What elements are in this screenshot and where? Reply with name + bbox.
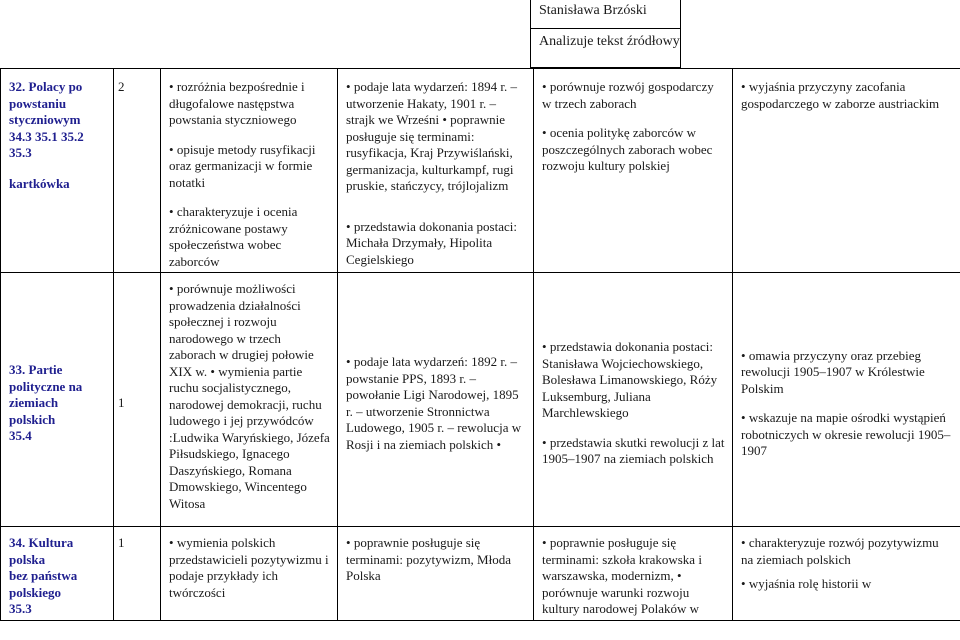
requirement-cell [161, 273, 338, 527]
requirement-text: podaje lata wydarzeń: 1894 r. – utworzenie Hakaty, 1901 r. – strajk we Wrześni • poprawnie posługuje się terminami: rusyfikacja, Kraj Przywiślański, germanizacja, kulturkampf, rugi pruskie, stańczycy, trójlojalizm [346, 79, 517, 193]
bullet-icon: • [741, 79, 746, 94]
topic-line: 35.4 [9, 428, 32, 444]
topic-line: 35.3 [9, 601, 32, 616]
topic-line: polskiego [9, 584, 62, 600]
hours-value: 2 [118, 79, 125, 94]
requirement-item [169, 142, 331, 192]
bullet-icon: • [169, 281, 174, 296]
bullet-icon: • [346, 79, 351, 94]
table-row [1, 69, 960, 273]
requirement-text: ocenia politykę zaborców w poszczególnych zaborach wobec rozwoju kultury polskiej [542, 125, 713, 173]
requirement-item [346, 354, 527, 453]
requirement-cell [733, 527, 960, 621]
requirement-item [542, 339, 726, 422]
topic-note: kartkówka [9, 175, 70, 191]
requirement-cell [534, 527, 733, 621]
topic-line: powstaniu [9, 95, 67, 111]
requirement-cell [338, 527, 534, 621]
requirement-text: poprawnie posługuje się terminami: pozytywizm, Młoda Polska [346, 535, 511, 583]
topic-line: polityczne na [9, 378, 83, 394]
requirement-text: przedstawia dokonania postaci: Stanisława Wojciechowskiego, Bolesława Limanowskiego, Róży Luksemburg, Juliana Marchlewskiego [542, 339, 718, 421]
requirement-text: charakteryzuje rozwój pozytywizmu na ziemiach polskich [741, 535, 939, 567]
topic-line: ziemiach polskich [9, 395, 59, 427]
requirement-cell [338, 273, 534, 527]
bullet-icon: • [542, 79, 547, 94]
requirement-text: poprawnie posługuje się terminami: szkoła krakowska i warszawska, modernizm, • porównuje warunki rozwoju kultury narodowej Polaków w [542, 535, 702, 616]
requirement-text: wyjaśnia rolę historii w [748, 576, 872, 591]
table-row [1, 527, 960, 621]
hours-value: 1 [118, 395, 125, 411]
header-author-cell [530, 0, 681, 29]
bullet-icon: • [741, 410, 746, 425]
requirement-text: podaje lata wydarzeń: 1892 r. – powstanie PPS, 1893 r. – powołanie Ligi Narodowej, 1895 r. – utworzenie Stronnictwa Ludowego, 1905 r. – rewolucja w Rosji i na ziemiach polskich • [346, 354, 522, 452]
requirement-item [542, 125, 726, 175]
bullet-icon: • [169, 141, 174, 157]
requirement-cell [534, 273, 733, 527]
topic-line: bez państwa [9, 568, 78, 583]
requirement-item [741, 535, 954, 568]
requirement-cell [161, 69, 338, 273]
bullet-icon: • [741, 347, 746, 363]
requirement-cell [534, 69, 733, 273]
topic-line: styczniowym [9, 112, 81, 127]
requirement-text: charakteryzuje i ocenia zróżnicowane postawy społeczeństwa wobec zaborców [169, 204, 298, 269]
requirement-item [741, 576, 954, 593]
requirement-item [542, 435, 726, 468]
bullet-icon: • [169, 535, 174, 550]
topic-line: 34. Kultura polska [9, 535, 74, 567]
header-subtitle-cell [530, 29, 681, 68]
requirement-item [169, 204, 331, 270]
topic-cell [1, 527, 114, 621]
table-row [1, 273, 960, 527]
requirement-cell [338, 69, 534, 273]
topic-cell [1, 273, 114, 527]
topic-line: 33. Partie [9, 362, 63, 378]
requirement-text: wskazuje na mapie ośrodki wystąpień robotniczych w okresie rewolucji 1905–1907 [741, 410, 951, 458]
requirement-text: opisuje metody rusyfikacji oraz germanizacji w formie notatki [169, 141, 316, 190]
requirement-item [542, 79, 726, 112]
requirement-cell [161, 527, 338, 621]
requirement-cell [733, 273, 960, 527]
requirement-text: przedstawia skutki rewolucji z lat 1905–1907 na ziemiach polskich [542, 434, 725, 467]
topic-line: 32. Polacy po [9, 79, 83, 94]
bullet-icon: • [169, 79, 174, 94]
hours-cell [114, 527, 161, 621]
requirement-item [169, 79, 331, 129]
bullet-icon: • [542, 434, 547, 450]
requirement-text: porównuje rozwój gospodarczy w trzech zaborach [542, 79, 714, 111]
bullet-icon: • [346, 354, 351, 369]
requirement-item [169, 281, 331, 512]
requirement-item [169, 535, 331, 601]
bullet-icon: • [741, 535, 746, 550]
requirement-text: porównuje możliwości prowadzenia działalności społecznej i rozwoju narodowego w trzech zaborach w drugiej połowie XIX w. • wymienia partie ruchu socjalistycznego, narodowej demokracji, ruchu ludowego i jej przywódców :Ludwika Waryńskiego, Józefa Piłsudskiego, Ignacego Daszyńskiego, Romana Dmowskiego, Wincentego Witosa [169, 281, 330, 511]
requirement-item [741, 79, 954, 112]
requirement-item [346, 79, 527, 195]
hours-value: 1 [118, 535, 125, 550]
topic-line: 34.3 35.1 35.2 35.3 [9, 128, 84, 160]
requirement-item [741, 410, 954, 460]
requirement-item [346, 219, 527, 269]
curriculum-table [0, 68, 960, 621]
requirement-text: wymienia polskich przedstawicieli pozytywizmu i podaje przykłady ich twórczości [169, 535, 329, 600]
requirement-item [542, 535, 726, 618]
topic-cell [1, 69, 114, 273]
bullet-icon: • [346, 535, 351, 550]
requirement-item [346, 535, 527, 585]
bullet-icon: • [542, 339, 547, 355]
bullet-icon: • [741, 576, 746, 591]
bullet-icon: • [542, 125, 547, 140]
bullet-icon: • [346, 218, 351, 234]
requirement-text: wyjaśnia przyczyny zacofania gospodarczego w zaborze austriackim [741, 79, 940, 111]
requirement-cell [733, 69, 960, 273]
requirement-text: omawia przyczyny oraz przebieg rewolucji 1905–1907 w Królestwie Polskim [741, 347, 925, 396]
requirement-text: przedstawia dokonania postaci: Michała Drzymały, Hipolita Cegielskiego [346, 218, 517, 267]
bullet-icon: • [542, 535, 547, 550]
header-author: Stanisława Brzóski [539, 3, 647, 18]
header-subtitle: Analizuje tekst źródłowy [539, 34, 680, 49]
bullet-icon: • [169, 204, 174, 219]
hours-cell [114, 273, 161, 527]
requirement-item [741, 348, 954, 398]
requirement-text: rozróżnia bezpośrednie i długofalowe następstwa powstania styczniowego [169, 79, 305, 127]
hours-cell [114, 69, 161, 273]
